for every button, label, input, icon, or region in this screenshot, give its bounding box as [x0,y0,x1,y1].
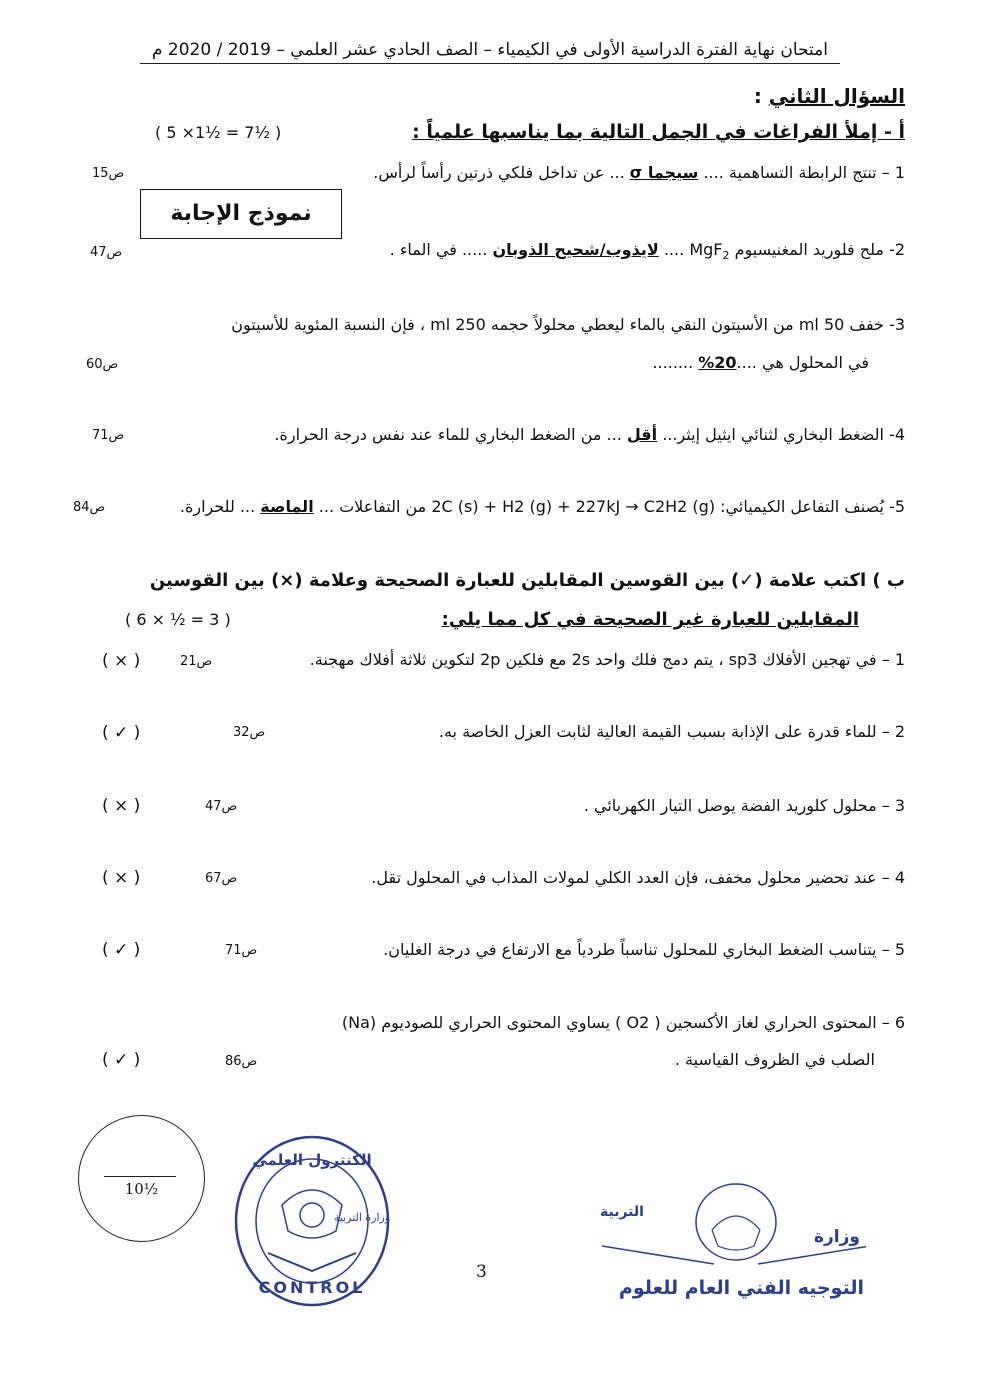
control-stamp-arc-text: الكنترول العلمي [252,1151,372,1169]
a-item-3-line-1: 3- خفف 50 ml من الأسيتون النقي بالماء ليعطي محلولاً حجمه 250 ml ، فإن النسبة المئوية للأسيتون [231,315,905,334]
control-stamp-word: CONTROL [258,1278,366,1297]
section-b-score: ( 6 × ½ = 3 ) [125,610,231,629]
section-b-title-line-1: ب ) اكتب علامة (✓) بين القوسين المقابلين للعبارة الصحيحة وعلامة (×) بين القوسين [149,570,905,591]
question-title [754,84,905,108]
b-item-2-ref: ص32 [233,725,266,740]
control-stamp [232,1135,392,1310]
b-item-2-mark: ( ✓ ) [102,723,141,743]
b-item-1: 1 – في تهجين الأفلاك sp3 ، يتم دمج فلك واحد 2s مع فلكين 2p لتكوين ثلاثة أفلاك مهجنة. [309,650,905,669]
b-item-4-mark: ( × ) [102,868,141,888]
grade-divider [104,1176,176,1177]
b-item-5-ref: ص71 [225,943,258,958]
a-item-2-ref: ص47 [90,245,123,260]
a-item-5: 5- يُصنف التفاعل الكيميائي: 2C (s) + H2 (g) + 227kJ → C2H2 (g) من التفاعلات ... الماصة ... للحرارة. [179,497,905,516]
a-item-4-answer: أقل [626,425,658,444]
b-item-4-ref: ص67 [205,871,238,886]
a-item-1-ref: ص15 [92,166,125,181]
b-item-1-ref: ص21 [180,654,213,669]
ministry-stamp-department: التوجيه الفني العام للعلوم [618,1277,864,1299]
a-item-5-equation: 2C (s) + H2 (g) + 227kJ → C2H2 (g) [431,497,716,516]
ministry-stamp-word-2: التربية [600,1204,644,1220]
grade-value: 10½ [124,1180,159,1198]
exam-header: امتحان نهاية الفترة الدراسية الأولى في الكيمياء – الصف الحادي عشر العلمي – 2019 / 2020 م [140,40,840,64]
question-title-text: السؤال الثاني [768,84,905,108]
question-title-colon: : [753,84,762,108]
section-b-title-line-2: المقابلين للعبارة غير الصحيحة في كل مما يلي: [441,609,859,630]
a-item-3-answer: 20% [698,353,737,372]
a-item-2-answer: لايذوب/شحيح الذوبان [492,240,659,259]
a-item-4-ref: ص71 [92,428,125,443]
a-item-5-ref: ص84 [73,500,106,515]
b-item-5: 5 – يتناسب الضغط البخاري للمحلول تناسباً طردياً مع الارتفاع في درجة الغليان. [383,940,905,959]
a-item-1: 1 – تنتج الرابطة التساهمية .... سيجما σ ... عن تداخل فلكي ذرتين رأساً لرأس. [373,163,905,182]
b-item-6-line-2: الصلب في الظروف القياسية . [674,1050,875,1069]
b-item-3: 3 – محلول كلوريد الفضة يوصل التيار الكهربائي . [583,796,905,815]
a-item-1-answer: سيجما σ [629,163,699,182]
b-item-6-ref: ص86 [225,1054,258,1069]
b-item-4: 4 – عند تحضير محلول مخفف، فإن العدد الكلي لمولات المذاب في المحلول تقل. [371,868,905,887]
answer-key-stamp: نموذج الإجابة [140,189,342,239]
grade-circle [78,1115,205,1242]
a-item-5-answer: الماصة [260,497,314,516]
page-number: 3 [476,1262,487,1282]
a-item-3-ref: ص60 [86,357,119,372]
a-item-2: 2- ملح فلوريد المغنيسيوم MgF$_2$ .... لايذوب/شحيح الذوبان ..... في الماء . [389,240,905,263]
ministry-stamp-word: وزارة [813,1227,860,1247]
ministry-stamp [596,1180,866,1315]
section-a-title: أ - إملأ الفراغات في الجمل التالية بما يناسبها علمياً : [412,121,905,143]
b-item-5-mark: ( ✓ ) [102,940,141,960]
b-item-1-mark: ( × ) [102,651,141,671]
b-item-3-ref: ص47 [205,799,238,814]
section-a-score: ( 5 ×1½ = 7½ ) [155,123,282,142]
b-item-3-mark: ( × ) [102,796,141,816]
control-seal-icon [232,1135,392,1310]
b-item-6-line-1: 6 – المحتوى الحراري لغاز الأكسجين ( O2 ) يساوي المحتوى الحراري للصوديوم (Na) [341,1013,905,1032]
a-item-3-line-2: في المحلول هي ....20% ........ [652,353,869,372]
a-item-4: 4- الضغط البخاري لثنائي ايثيل إيثر... أقل ... من الضغط البخاري للماء عند نفس درجة الحرارة. [274,425,905,444]
control-stamp-ministry: وزارة التربية [333,1211,391,1224]
b-item-6-mark: ( ✓ ) [102,1050,141,1070]
b-item-2: 2 – للماء قدرة على الإذابة بسبب القيمة العالية لثابت العزل الخاصة به. [438,722,905,741]
